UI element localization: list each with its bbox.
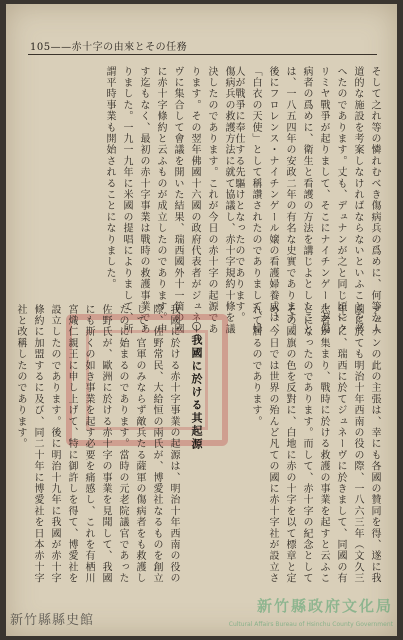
header-separator: —— (50, 42, 72, 53)
page-number: 105 (30, 42, 51, 53)
running-title: 赤十字の由來とその任務 (71, 42, 188, 53)
column-block-upper-left: 傷病兵の救護方法に就て協議し、赤十字規約十條を議決したのであります。これが今日の赤十字の起源であります。その翌年佛國十六國の政府代表者がジュネーヴに集合して會議を開いた結果、瑞西國外十一箇の國に赤十字條約と云ふものが成立したのであります。申す迄もなく、最初の赤十字事業は戰時の救護事業でありました。一九一九年に米國の提唱によりまして、所謂平時事業も開始されることになりました。 (104, 66, 234, 335)
header-rule (28, 54, 377, 55)
watermark-bureau: 新竹縣政府文化局 (256, 597, 393, 615)
column-block-lower-right: デュナンの此の主張は、幸にも各國の贊同を得、遂に我國に於ても明治十年西南の役の際、一八六三年（文久三年）に、瑞西に於てジュネーヴに於きまして、同國の有志者が集まり、戰時に於ける救護の事業を起すと云ふことになったのであります。而して、赤十字の紀念としてその國旗の色を反對に、白地に赤の十字を以て標章と定め、今日では世界の殆んど凡ての國に赤十字社が設立されて居るのであります。 (250, 304, 380, 584)
watermark-county-archive: 新竹縣縣史館 (10, 613, 95, 628)
column-block-upper-right: そして之れ等の憐れむべき傷病兵の爲めに、何等か人道的な施設を考案しなければならないといふことを考へたのであります。丈も、デュナンが之と同じ頃にクリミヤ戰爭が起りまして、そこにナイチンゲールが傷病者の爲めに、衛生と看護の方法を講じよとしたことは、一八五四年の安政二年の有名な史實であります。後にフロレンス・ナイチンゲール嬢の看護婦養成は、「白衣の天使」として稱讚されたのでありまして、婦人が戰爭に奉仕する先驅けとなったのであります。 (233, 66, 380, 335)
section-title: ○我國に於ける其起源 (190, 319, 203, 451)
running-header (30, 38, 187, 53)
document-page (6, 4, 397, 636)
column-block-lower-left: 我國に於ける赤十字事業の起源は、明治十年西南の役の際、佐野常民、大給恒の兩氏が、博愛社なるものを創立して、官軍のみならず敵兵たる薩軍の傷病者をも救護したのに始まるのであります。當時の元老院議官であった佐野氏が、歐洲に於ける赤十字の事業を見聞して、我國にも斯くの如き事業を起す必要を痛感し、これを有栖川宮熾仁親王に申し上げて、特に御許しを得て、博愛社を設立したのであります。後に明治十九年に我國が赤十字條約に加盟するに及び、同二十年に博愛社を日本赤十字社と改稱したのであります。 (15, 304, 179, 584)
watermark-bureau-english: Cultural Affairs Bureau of Hsinchu County Government (228, 621, 393, 628)
